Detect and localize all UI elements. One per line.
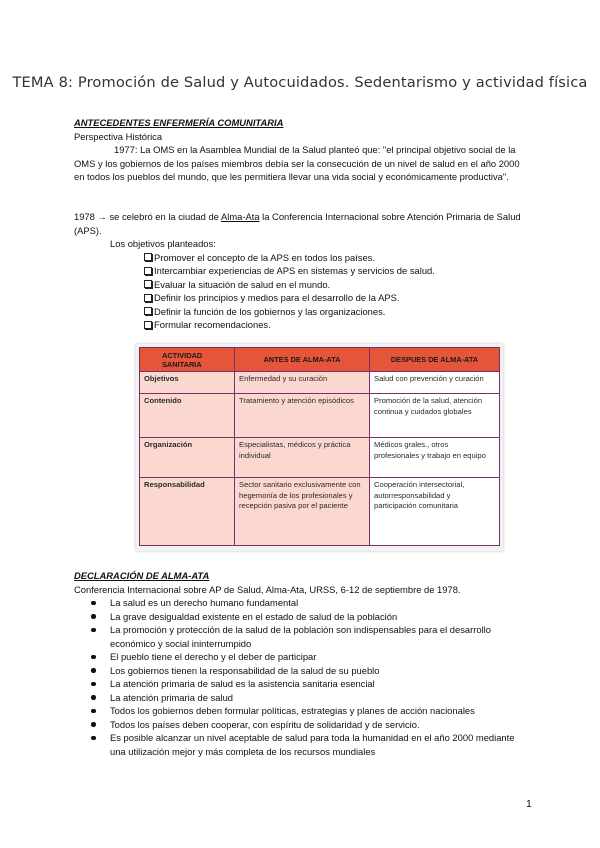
list-item bbox=[74, 650, 526, 664]
objective-text: Intercambiar experiencias de APS en sistemas y servicios de salud. bbox=[154, 265, 435, 276]
list-item bbox=[143, 291, 526, 305]
checkbox-icon bbox=[144, 294, 152, 302]
cell-contenido-despues: Promoción de la salud, atención continua y cuidados globales bbox=[370, 394, 500, 438]
table-row bbox=[140, 372, 500, 394]
list-item bbox=[143, 251, 526, 265]
text-1978-after: la Conferencia Internacional sobre Atención Primaria de Salud (APS). bbox=[74, 211, 521, 236]
checkbox-icon bbox=[144, 267, 152, 275]
section-heading-declaracion: DECLARACIÓN DE ALMA-ATA bbox=[74, 570, 210, 581]
table-row bbox=[140, 394, 500, 438]
section-antecedentes bbox=[74, 116, 526, 184]
bullet-text: Los gobiernos tienen la responsabilidad de la salud de su pueblo bbox=[110, 664, 380, 676]
checkbox-icon bbox=[144, 253, 152, 261]
declaracion-intro: Conferencia Internacional sobre AP de Salud, Alma-Ata, URSS, 6-12 de septiembre de 1978. bbox=[74, 583, 461, 595]
cell-objetivos-antes: Enfermedad y su curación bbox=[235, 372, 370, 394]
bullet-text: La atención primaria de salud es la asistencia sanitaria esencial bbox=[110, 678, 375, 689]
list-item bbox=[143, 264, 526, 278]
list-item bbox=[74, 623, 526, 650]
cell-contenido-label: Contenido bbox=[140, 394, 235, 438]
cell-responsabilidad-antes: Sector sanitario exclusivamente con hegemonía de los profesionales y recepción pasiva por el paciente bbox=[235, 478, 370, 546]
bullet-icon bbox=[91, 682, 96, 687]
list-item bbox=[74, 731, 526, 758]
objective-text: Evaluar la situación de salud en el mundo. bbox=[154, 278, 331, 290]
list-item bbox=[74, 610, 526, 624]
declaracion-bullets bbox=[74, 596, 526, 758]
section-alma-ata-1978 bbox=[74, 210, 526, 332]
list-item bbox=[74, 691, 526, 705]
list-item bbox=[74, 704, 526, 718]
comparison-table-image bbox=[136, 344, 503, 551]
objective-text: Formular recomendaciones. bbox=[154, 319, 271, 330]
checkbox-icon bbox=[144, 280, 152, 288]
bullet-text: El pueblo tiene el derecho y el deber de participar bbox=[110, 651, 317, 662]
header-actividad: ACTIVIDAD SANITARIA bbox=[140, 348, 235, 372]
bullet-icon bbox=[91, 709, 96, 714]
alma-ata-link[interactable]: Alma-Ata bbox=[220, 211, 260, 222]
checkbox-icon bbox=[144, 307, 152, 315]
cell-contenido-antes: Tratamiento y atención episódicos bbox=[235, 394, 370, 438]
section-heading-antecedentes: ANTECEDENTES ENFERMERÍA COMUNITARIA bbox=[74, 117, 284, 128]
bullet-text: Todos los países deben cooperar, con espíritu de solidaridad y de servicio. bbox=[110, 718, 420, 730]
list-item bbox=[74, 677, 526, 691]
page-number: 1 bbox=[526, 798, 532, 810]
list-item bbox=[74, 596, 526, 610]
objectives-intro: Los objetivos planteados: bbox=[110, 238, 216, 249]
bullet-icon bbox=[91, 655, 96, 660]
alma-ata-comparison-table bbox=[139, 347, 500, 546]
section-declaracion bbox=[74, 569, 526, 758]
bullet-icon bbox=[91, 628, 96, 633]
bullet-text: La grave desigualdad existente en el estado de salud de la población bbox=[110, 610, 398, 622]
objective-text: Definir la función de los gobiernos y las organizaciones. bbox=[154, 305, 386, 317]
objectives-list bbox=[74, 251, 526, 332]
bullet-text: La promoción y protección de la salud de la población son indispensables para el desarrollo económico y social ininterrumpido bbox=[110, 624, 491, 649]
cell-organizacion-label: Organización bbox=[140, 438, 235, 478]
bullet-icon bbox=[91, 736, 96, 741]
list-item bbox=[143, 318, 526, 332]
objective-text: Promover el concepto de la APS en todos los países. bbox=[154, 251, 375, 263]
bullet-text: La salud es un derecho humano fundamental bbox=[110, 597, 299, 608]
cell-organizacion-despues: Médicos grales., otros profesionales y trabajo en equipo bbox=[370, 438, 500, 478]
header-despues: DESPUES DE ALMA-ATA bbox=[370, 348, 500, 372]
bullet-icon bbox=[91, 614, 96, 619]
list-item bbox=[143, 278, 526, 292]
bullet-text: Todos los gobiernos deben formular políticas, estrategias y planes de acción nacionales bbox=[110, 705, 475, 716]
list-item bbox=[74, 664, 526, 678]
checkbox-icon bbox=[144, 321, 152, 329]
table-header-row bbox=[140, 348, 500, 372]
bullet-icon bbox=[91, 722, 96, 727]
list-item bbox=[143, 305, 526, 319]
bullet-text: Es posible alcanzar un nivel aceptable de salud para toda la humanidad en el año 2000 mediante una utilización mejor y más completa de los recursos mundiales bbox=[110, 732, 515, 757]
bullet-icon bbox=[91, 668, 96, 673]
paragraph-conferencia-1978 bbox=[74, 210, 526, 237]
cell-objetivos-label: Objetivos bbox=[140, 372, 235, 394]
cell-organizacion-antes: Especialistas, médicos y práctica individual bbox=[235, 438, 370, 478]
objective-text: Definir los principios y medios para el desarrollo de la APS. bbox=[154, 292, 400, 303]
subheading-perspectiva: Perspectiva Histórica bbox=[74, 130, 163, 142]
cell-responsabilidad-despues: Cooperación intersectorial, autorresponsabilidad y participación comunitaria bbox=[370, 478, 500, 546]
header-antes: ANTES DE ALMA-ATA bbox=[235, 348, 370, 372]
page-title: TEMA 8: Promoción de Salud y Autocuidados. Sedentarismo y actividad física bbox=[12, 74, 588, 91]
list-item bbox=[74, 718, 526, 732]
paragraph-oms-1977: 1977: La OMS en la Asamblea Mundial de la Salud planteó que: "el principal objetivo social de la OMS y los gobiernos de los países miembros debía ser la consecución de un nivel de salud en el año 2000 en todos los pueblos del mundo, que les permitiera llevar una vida social y económicamente productiva". bbox=[74, 144, 520, 182]
text-1978-before: 1978 → se celebró en la ciudad de bbox=[74, 211, 221, 222]
table-row bbox=[140, 478, 500, 546]
cell-objetivos-despues: Salud con prevención y curación bbox=[370, 372, 500, 394]
cell-responsabilidad-label: Responsabilidad bbox=[140, 478, 235, 546]
bullet-icon bbox=[91, 601, 96, 606]
table-row bbox=[140, 438, 500, 478]
bullet-text: La atención primaria de salud bbox=[110, 691, 233, 703]
bullet-icon bbox=[91, 695, 96, 700]
